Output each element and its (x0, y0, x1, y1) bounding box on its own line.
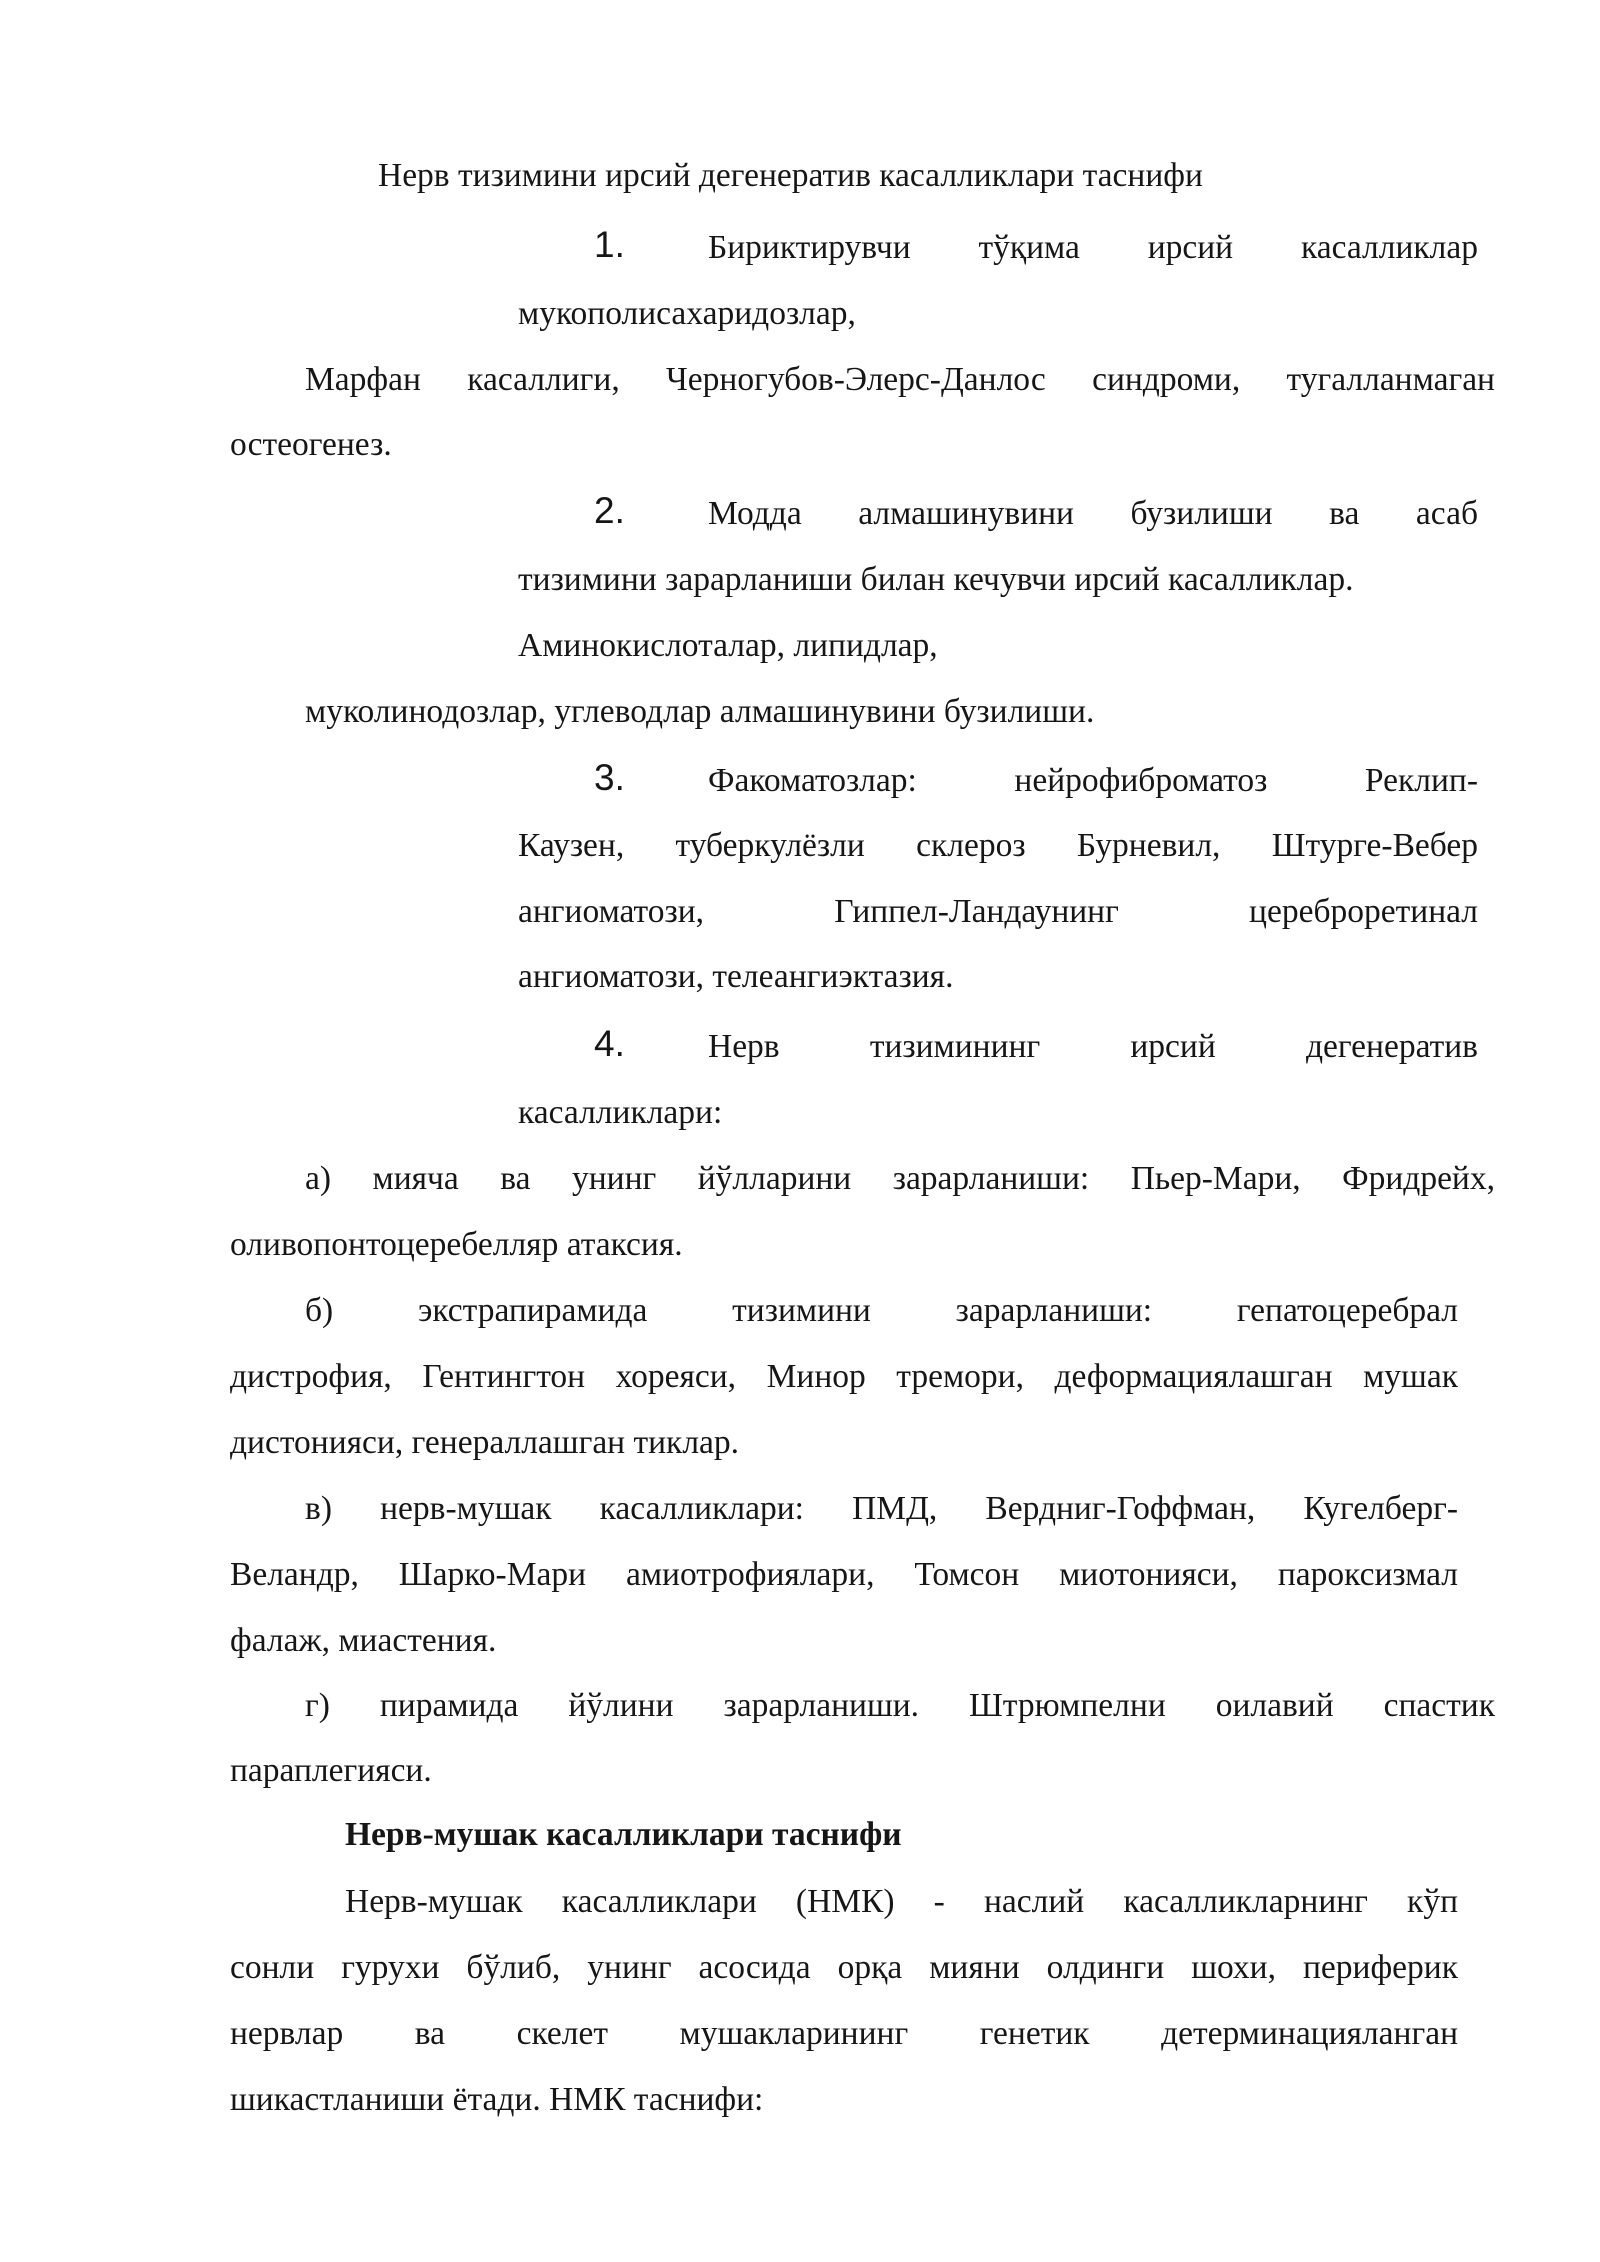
item-3-line-3: ангиоматози, Гиппел-Ландаунинг цереброретинал (518, 893, 1478, 930)
item-4-number: 4. (594, 1023, 625, 1064)
nmk-line-1: Нерв-мушак касалликлари (НМК) - наслий касалликларнинг кўп (345, 1883, 1458, 1920)
para-b-line-2: дистрофия, Гентингтон хореяси, Минор тремори, деформациялашган мушак (230, 1358, 1458, 1395)
item-2-line-1: Модда алмашинувини бузилиши ва асаб (708, 495, 1478, 532)
para-v-line-3: фалаж, миастения. (230, 1622, 497, 1659)
item-3-line-1: Факоматозлар: нейрофиброматоз Реклип- (708, 762, 1478, 799)
nmk-line-2: сонли гурухи бўлиб, унинг асосида орқа мияни олдинги шохи, периферик (230, 1949, 1458, 1986)
para-v-line-2: Веландр, Шарко-Мари амиотрофиялари, Томсон миотонияси, пароксизмал (230, 1556, 1458, 1593)
para-v-line-1: в) нерв-мушак касалликлари: ПМД, Вердниг-Гоффман, Кугелберг- (305, 1490, 1458, 1527)
marfan-line-2: остеогенез. (230, 426, 392, 463)
item-2-line-2: тизимини зарарланиши билан кечувчи ирсий касалликлар. (518, 561, 1354, 598)
para-b-line-1: б) экстрапирамида тизимини зарарланиши: гепатоцеребрал (305, 1292, 1458, 1329)
item-4-line-2: касалликлари: (518, 1094, 723, 1131)
item-4-line-1: Нерв тизимининг ирсий дегенератив (708, 1028, 1478, 1065)
para-a-line-2: оливопонтоцеребелляр атаксия. (230, 1226, 683, 1263)
marfan-line-1: Марфан касаллиги, Черногубов-Элерс-Данлос синдроми, тугалланмаган (305, 361, 1495, 398)
item-3-line-4: ангиоматози, телеангиэктазия. (518, 958, 954, 995)
item-1-line-1: Бириктирувчи тўқима ирсий касалликлар (708, 229, 1478, 266)
para-a-line-1: а) мияча ва унинг йўлларини зарарланиши: Пьер-Мари, Фридрейх, (305, 1160, 1495, 1197)
item-1-number: 1. (594, 224, 625, 265)
mucolin-line: муколинодозлар, углеводлар алмашинувини бузилиши. (305, 693, 1095, 730)
document-title: Нерв тизимини ирсий дегенератив касалликлари таснифи (378, 157, 1203, 194)
item-3-number: 3. (594, 757, 625, 798)
item-2-number: 2. (594, 490, 625, 531)
para-g-line-1: г) пирамида йўлини зарарланиши. Штрюмпелни оилавий спастик (305, 1687, 1495, 1724)
item-1-line-2: мукополисахаридозлар, (518, 295, 856, 332)
para-b-line-3: дистонияси, генераллашган тиклар. (230, 1424, 740, 1461)
section-heading: Нерв-мушак касалликлари таснифи (345, 1816, 902, 1853)
nmk-line-4: шикастланиши ётади. НМК таснифи: (230, 2081, 764, 2118)
item-2-line-3: Аминокислоталар, липидлар, (518, 627, 938, 664)
para-g-line-2: параплегияси. (230, 1752, 432, 1789)
item-3-line-2: Каузен, туберкулёзли склероз Бурневил, Штурге-Вебер (518, 827, 1478, 864)
nmk-line-3: нервлар ва скелет мушакларининг генетик детерминацияланган (230, 2015, 1458, 2052)
